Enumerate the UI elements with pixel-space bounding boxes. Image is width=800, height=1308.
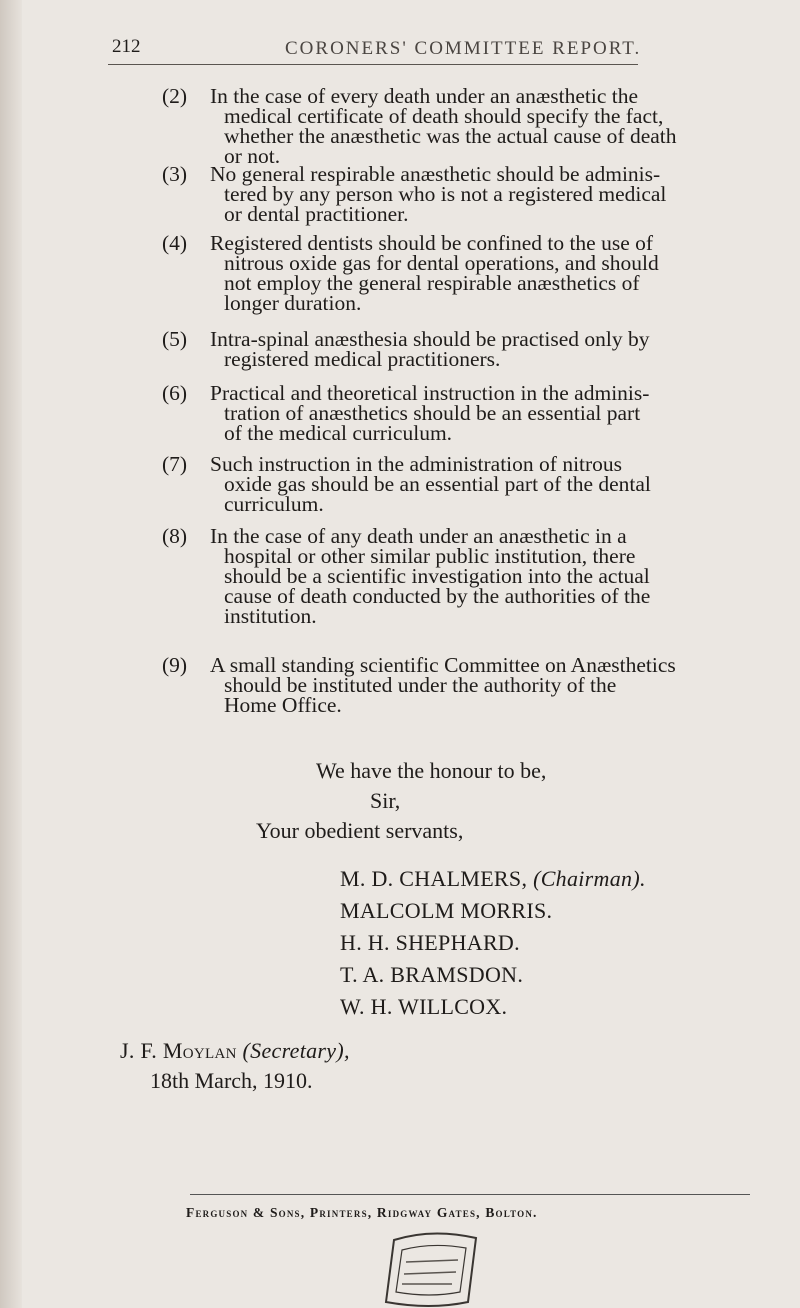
recommendation-line: or dental practitioner. (224, 202, 409, 226)
recommendation-line: cause of death conducted by the authorities of the (224, 584, 651, 608)
recommendation-line: A small standing scientific Committee on Anæsthetics (210, 653, 676, 677)
recommendation-line: of the medical curriculum. (224, 421, 453, 445)
recommendation-line: should be a scientific investigation into the actual (224, 564, 650, 588)
recommendation-line: hospital or other similar public institution, there (224, 544, 636, 568)
recommendation-item (162, 454, 774, 514)
recommendation-line: oxide gas should be an essential part of the dental (224, 472, 651, 496)
running-head: CORONERS' COMMITTEE REPORT. (285, 38, 642, 59)
recommendation-line: or not. (224, 144, 281, 168)
recommendation-item (162, 86, 774, 166)
recommendation-number: (5) (162, 327, 188, 351)
recommendation-number: (6) (162, 381, 188, 405)
signatory: W. H. WILLCOX. (340, 994, 508, 1019)
recommendation-line: longer duration. (224, 291, 362, 315)
header-rule (108, 64, 638, 65)
recommendation-item (162, 526, 774, 626)
signatory-role: (Chairman). (533, 866, 646, 891)
recommendation-item (162, 329, 774, 369)
printer-imprint: Ferguson & Sons, Printers, Ridgway Gates, Bolton. (186, 1205, 538, 1220)
recommendation-text (210, 526, 774, 626)
signatory-name: M. D. CHALMERS, (340, 866, 528, 891)
recommendation-text (210, 329, 774, 369)
recommendation-item (162, 233, 774, 313)
recommendation-number: (3) (162, 162, 188, 186)
page-binding-edge (0, 0, 22, 1308)
recommendation-line: institution. (224, 604, 317, 628)
page-number: 212 (112, 36, 141, 57)
signatory: H. H. SHEPHARD. (340, 930, 520, 955)
recommendation-line: Such instruction in the administration of nitrous (210, 452, 623, 476)
recommendation-item (162, 164, 774, 224)
secretary-surname: Moylan (162, 1038, 237, 1063)
recommendation-text (210, 86, 774, 166)
recommendation-number: (2) (162, 84, 188, 108)
recommendation-text (210, 383, 774, 443)
printer-rule (190, 1194, 750, 1195)
signatory-chairman (340, 866, 646, 892)
recommendation-line: Home Office. (224, 693, 342, 717)
secretary-role: (Secretary), (242, 1038, 350, 1063)
closing-line-servants: Your obedient servants, (256, 818, 464, 843)
recommendation-text (210, 164, 774, 224)
secretary-initials: J. F. (120, 1038, 158, 1063)
closing-line-honour: We have the honour to be, (316, 758, 547, 783)
recommendation-line: tered by any person who is not a registered medical (224, 182, 667, 206)
recommendation-line: In the case of any death under an anæsthetic in a (210, 524, 627, 548)
recommendation-line: Registered dentists should be confined to the use of (210, 231, 654, 255)
recommendation-item (162, 655, 774, 715)
recommendation-line: tration of anæsthetics should be an essential part (224, 401, 641, 425)
signatory: MALCOLM MORRIS. (340, 898, 553, 923)
recommendation-line: Intra-spinal anæsthesia should be practised only by (210, 327, 650, 351)
recommendation-text (210, 233, 774, 313)
recommendation-line: medical certificate of death should specify the fact, (224, 104, 664, 128)
recommendation-text (210, 655, 774, 715)
recommendation-line: No general respirable anæsthetic should be adminis- (210, 162, 661, 186)
recommendation-number: (9) (162, 653, 188, 677)
recommendation-line: curriculum. (224, 492, 324, 516)
recommendation-line: whether the anæsthetic was the actual cause of death (224, 124, 677, 148)
recommendation-line: Practical and theoretical instruction in the adminis- (210, 381, 650, 405)
recommendation-line: nitrous oxide gas for dental operations, and should (224, 251, 659, 275)
recommendation-line: In the case of every death under an anæsthetic the (210, 84, 639, 108)
secretary-line (120, 1038, 350, 1064)
recommendation-line: should be instituted under the authority of the (224, 673, 617, 697)
recommendation-number: (7) (162, 452, 188, 476)
closing-line-sir: Sir, (370, 788, 401, 813)
recommendation-line: registered medical practitioners. (224, 347, 501, 371)
report-date: 18th March, 1910. (150, 1068, 313, 1093)
recommendation-number: (8) (162, 524, 188, 548)
library-stamp-icon (372, 1228, 492, 1308)
signatory: T. A. BRAMSDON. (340, 962, 524, 987)
recommendation-line: not employ the general respirable anæsthetics of (224, 271, 640, 295)
recommendation-text (210, 454, 774, 514)
recommendation-number: (4) (162, 231, 188, 255)
recommendation-item (162, 383, 774, 443)
